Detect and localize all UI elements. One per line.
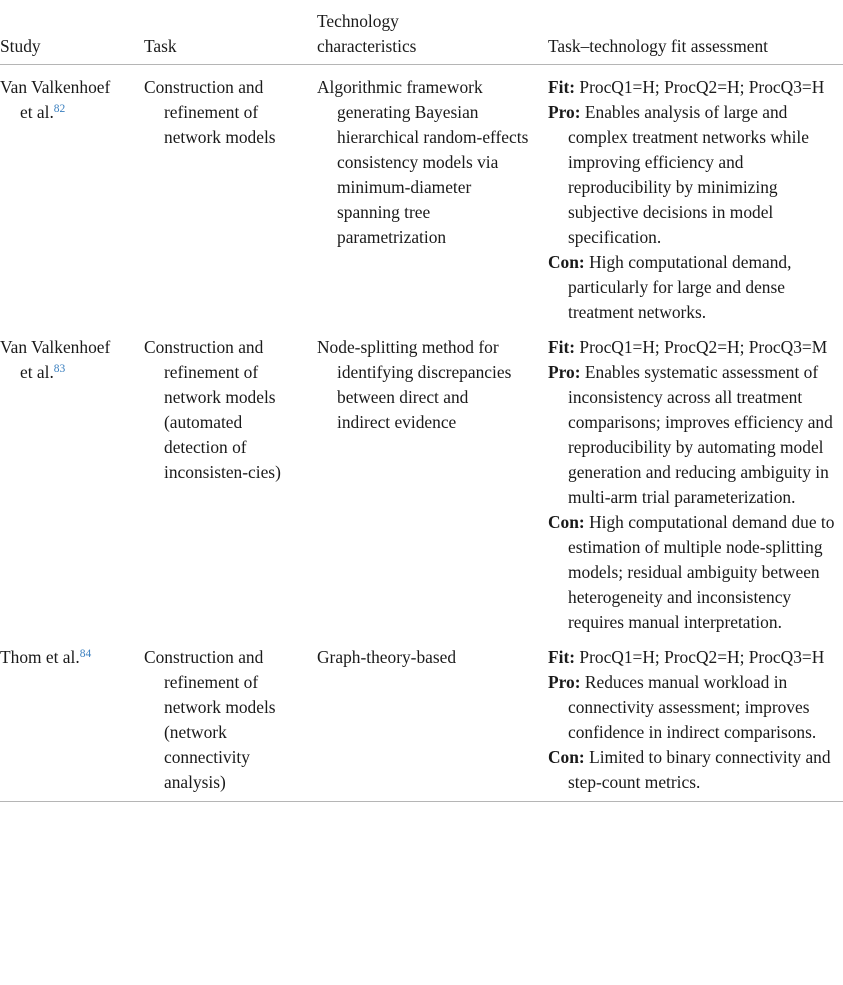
fit-cell xyxy=(548,325,843,635)
con-label: Con: xyxy=(548,251,585,272)
citation-link[interactable]: 84 xyxy=(79,647,92,660)
header-task: Task xyxy=(144,0,317,64)
pro-paragraph xyxy=(548,360,839,510)
pro-label: Pro: xyxy=(548,361,581,382)
fit-cell xyxy=(548,64,843,325)
study-cell xyxy=(0,64,144,325)
study-name: Van Valkenhoef et al. xyxy=(0,76,111,122)
header-technology: Technology characteristics xyxy=(317,0,548,64)
pro-label: Pro: xyxy=(548,101,581,122)
con-label: Con: xyxy=(548,511,585,532)
pro-text: Enables analysis of large and complex treatment networks while improving efficiency and reproducibility by minimizing subjective decisions in model specification. xyxy=(568,101,809,247)
technology-cell xyxy=(317,635,548,802)
technology-text: Node-splitting method for identifying discrepancies between direct and indirect evidence xyxy=(317,336,512,432)
fit-paragraph xyxy=(548,75,839,100)
fit-cell xyxy=(548,635,843,802)
fit-paragraph xyxy=(548,335,839,360)
technology-text: Graph-theory-based xyxy=(317,646,457,667)
fit-label: Fit: xyxy=(548,76,576,97)
study-cell xyxy=(0,635,144,802)
pro-paragraph xyxy=(548,670,839,745)
study-cell xyxy=(0,325,144,635)
pro-label: Pro: xyxy=(548,671,581,692)
technology-text: Algorithmic framework generating Bayesian hierarchical random-effects consistency models via minimum-diameter spanning tree parametrization xyxy=(317,76,529,247)
task-cell xyxy=(144,325,317,635)
technology-cell xyxy=(317,64,548,325)
fit-value: ProcQ1=H; ProcQ2=H; ProcQ3=H xyxy=(579,76,825,97)
study-name: Thom et al. xyxy=(0,646,80,667)
con-text: Limited to binary connectivity and step-count metrics. xyxy=(568,746,831,792)
task-text: Construction and refinement of network models (automated detection of inconsisten-cies) xyxy=(144,336,281,482)
fit-label: Fit: xyxy=(548,646,576,667)
con-text: High computational demand due to estimation of multiple node-splitting models; residual ambiguity between heterogeneity and inconsistency requires manual interpretation. xyxy=(568,511,835,632)
study-name: Van Valkenhoef et al. xyxy=(0,336,111,382)
fit-paragraph xyxy=(548,645,839,670)
task-text: Construction and refinement of network models xyxy=(144,76,276,147)
task-cell xyxy=(144,635,317,802)
con-paragraph xyxy=(548,250,839,325)
pro-paragraph xyxy=(548,100,839,250)
con-paragraph xyxy=(548,510,839,635)
table-row xyxy=(0,635,843,802)
table-row xyxy=(0,64,843,325)
pro-text: Enables systematic assessment of inconsistency across all treatment comparisons; improves efficiency and reproducibility by automating model generation and reducing ambiguity in multi-arm trial parameterization. xyxy=(568,361,833,507)
con-text: High computational demand, particularly for large and dense treatment networks. xyxy=(568,251,792,322)
citation-link[interactable]: 83 xyxy=(53,362,66,375)
task-text: Construction and refinement of network models (network connectivity analysis) xyxy=(144,646,276,792)
fit-label: Fit: xyxy=(548,336,576,357)
pro-text: Reduces manual workload in connectivity assessment; improves confidence in indirect comparisons. xyxy=(568,671,817,742)
header-row xyxy=(0,0,843,64)
citation-link[interactable]: 82 xyxy=(53,102,66,115)
header-study: Study xyxy=(0,0,144,64)
con-label: Con: xyxy=(548,746,585,767)
header-fit: Task–technology fit assessment xyxy=(548,0,843,64)
technology-cell xyxy=(317,325,548,635)
table-row xyxy=(0,325,843,635)
con-paragraph xyxy=(548,745,839,795)
fit-value: ProcQ1=H; ProcQ2=H; ProcQ3=M xyxy=(579,336,828,357)
task-cell xyxy=(144,64,317,325)
fit-value: ProcQ1=H; ProcQ2=H; ProcQ3=H xyxy=(579,646,825,667)
